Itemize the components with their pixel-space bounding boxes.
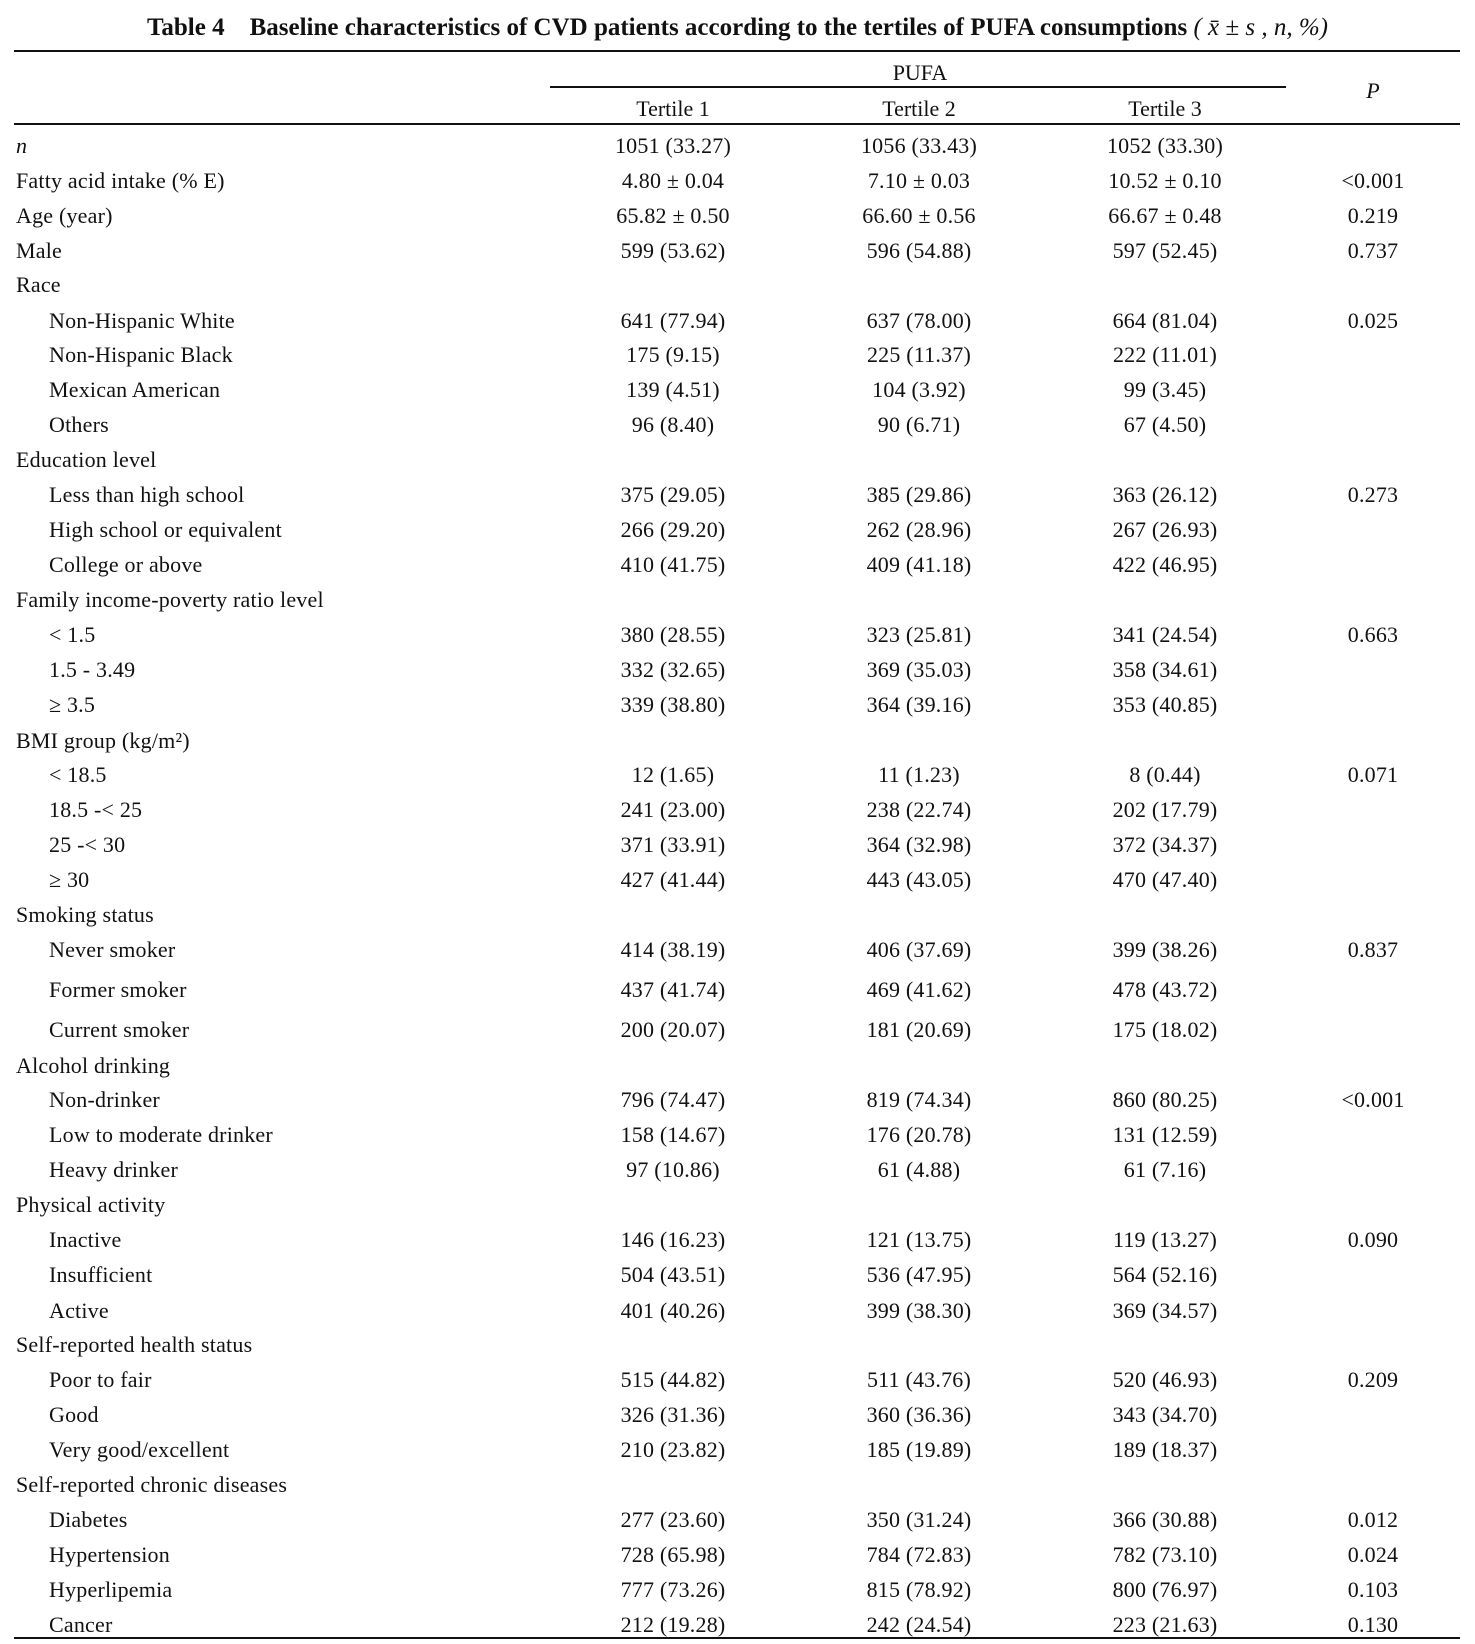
row-label: Mexican American (49, 377, 221, 402)
tertile-2-value: 66.60 ± 0.56 (862, 203, 976, 228)
table-row (0, 131, 1475, 165)
table-row (0, 270, 1475, 304)
table-row (0, 975, 1475, 1009)
row-label: Physical activity (16, 1192, 166, 1217)
table-row (0, 726, 1475, 760)
tertile-1-value: 96 (8.40) (631, 412, 715, 437)
tertile-1-value: 97 (10.86) (626, 1157, 720, 1182)
tertile-2-value: 181 (20.69) (866, 1017, 972, 1042)
tertile-3-value: 175 (18.02) (1112, 1017, 1218, 1042)
tertile-1-value: 410 (41.75) (620, 552, 726, 577)
tertile-3-value: 131 (12.59) (1112, 1122, 1218, 1147)
table-row (0, 830, 1475, 864)
p-value: 0.273 (1347, 482, 1399, 507)
table-row (0, 1051, 1475, 1085)
tertile-3-value: 341 (24.54) (1112, 622, 1218, 647)
tertile-1-value: 339 (38.80) (620, 692, 726, 717)
p-value: <0.001 (1341, 168, 1405, 193)
table-row (0, 1015, 1475, 1049)
tertile-1-value: 139 (4.51) (626, 377, 720, 402)
tertile-3-value: 10.52 ± 0.10 (1108, 168, 1222, 193)
tertile-1-value: 796 (74.47) (620, 1087, 726, 1112)
table-row (0, 375, 1475, 409)
tertile-3-value: 222 (11.01) (1112, 342, 1218, 367)
p-value: 0.025 (1347, 308, 1399, 333)
tertile-1-value: 4.80 ± 0.04 (621, 168, 725, 193)
tertile-2-value: 360 (36.36) (866, 1402, 972, 1427)
row-label: Good (49, 1402, 99, 1427)
table-row (0, 166, 1475, 200)
row-label: Heavy drinker (49, 1157, 179, 1182)
tertile-3-value: 358 (34.61) (1112, 657, 1218, 682)
p-value: 0.012 (1347, 1507, 1399, 1532)
table-row (0, 1260, 1475, 1294)
tertile-3-value: 223 (21.63) (1112, 1612, 1218, 1637)
tertile-1-value: 1051 (33.27) (614, 133, 732, 158)
bottom-rule (14, 1637, 1460, 1639)
table-row (0, 236, 1475, 270)
table-row (0, 410, 1475, 444)
table-row (0, 550, 1475, 584)
tertile-3-value: 363 (26.12) (1112, 482, 1218, 507)
tertile-3-value: 782 (73.10) (1112, 1542, 1218, 1567)
tertile-3-value: 478 (43.72) (1112, 977, 1218, 1002)
row-label: Male (16, 238, 63, 263)
table-row (0, 1155, 1475, 1189)
tertile-1-value: 728 (65.98) (620, 1542, 726, 1567)
tertile-2-value: 819 (74.34) (866, 1087, 972, 1112)
tertile-1-value: 175 (9.15) (626, 342, 720, 367)
tertile-2-value: 385 (29.86) (866, 482, 972, 507)
tertile-2-value: 121 (13.75) (866, 1227, 972, 1252)
table-row (0, 1470, 1475, 1504)
row-label: Self-reported health status (16, 1332, 253, 1357)
tertile-2-value: 225 (11.37) (866, 342, 972, 367)
tertile-1-value: 12 (1.65) (631, 762, 715, 787)
caption-symbols: ( x̄ ± s , n, %) (1193, 14, 1328, 41)
table-row (0, 935, 1475, 969)
tertile-1-value: 212 (19.28) (620, 1612, 726, 1637)
tertile-3-value: 61 (7.16) (1123, 1157, 1207, 1182)
tertile-2-value: 1056 (33.43) (860, 133, 978, 158)
tertile-2-value: 399 (38.30) (866, 1298, 972, 1323)
p-value: <0.001 (1341, 1087, 1405, 1112)
tertile-3-value: 422 (46.95) (1112, 552, 1218, 577)
row-label: Current smoker (49, 1017, 190, 1042)
table-row (0, 585, 1475, 619)
tertile-1-value: 146 (16.23) (620, 1227, 726, 1252)
tertile-2-value: 61 (4.88) (877, 1157, 961, 1182)
tertile-1-value: 375 (29.05) (620, 482, 726, 507)
row-label: High school or equivalent (49, 517, 282, 542)
tertile-3-value: 119 (13.27) (1112, 1227, 1218, 1252)
table-row (0, 201, 1475, 235)
header-group-pufa: PUFA (892, 60, 948, 85)
tertile-1-value: 401 (40.26) (620, 1298, 726, 1323)
tertile-3-value: 564 (52.16) (1112, 1262, 1218, 1287)
row-label: Smoking status (16, 902, 154, 927)
tertile-2-value: 536 (47.95) (866, 1262, 972, 1287)
tertile-1-value: 515 (44.82) (620, 1367, 726, 1392)
row-label: ≥ 30 (49, 867, 90, 892)
tertile-1-value: 277 (23.60) (620, 1507, 726, 1532)
tertile-3-value: 470 (47.40) (1112, 867, 1218, 892)
tertile-1-value: 777 (73.26) (620, 1577, 726, 1602)
tertile-2-value: 7.10 ± 0.03 (867, 168, 971, 193)
row-label: n (16, 133, 28, 158)
tertile-2-value: 369 (35.03) (866, 657, 972, 682)
row-label: College or above (49, 552, 203, 577)
table-title: Baseline characteristics of CVD patients according to the tertiles of PUFA consumptions (249, 14, 1188, 41)
header-tertile-3: Tertile 3 (1128, 96, 1202, 121)
tertile-3-value: 66.67 ± 0.48 (1108, 203, 1222, 228)
table-row (0, 515, 1475, 549)
p-value: 0.024 (1347, 1542, 1399, 1567)
tertile-2-value: 596 (54.88) (866, 238, 972, 263)
tertile-3-value: 520 (46.93) (1112, 1367, 1218, 1392)
row-label: 25 -< 30 (49, 832, 126, 857)
row-label: Cancer (49, 1612, 113, 1637)
row-label: Hyperlipemia (49, 1577, 173, 1602)
table-label: Table 4 (147, 14, 225, 41)
tertile-2-value: 815 (78.92) (866, 1577, 972, 1602)
row-label: Former smoker (49, 977, 187, 1002)
tertile-2-value: 176 (20.78) (866, 1122, 972, 1147)
row-label: < 18.5 (49, 762, 107, 787)
tertile-2-value: 511 (43.76) (866, 1367, 972, 1392)
tertile-3-value: 99 (3.45) (1123, 377, 1207, 402)
row-label: Non-drinker (49, 1087, 160, 1112)
tertile-3-value: 1052 (33.30) (1106, 133, 1224, 158)
table-row (0, 620, 1475, 654)
tertile-1-value: 200 (20.07) (620, 1017, 726, 1042)
tertile-1-value: 326 (31.36) (620, 1402, 726, 1427)
tertile-2-value: 238 (22.74) (866, 797, 972, 822)
table-row (0, 865, 1475, 899)
tertile-3-value: 343 (34.70) (1112, 1402, 1218, 1427)
table-row (0, 795, 1475, 829)
row-label: Alcohol drinking (16, 1053, 171, 1078)
p-value: 0.103 (1347, 1577, 1399, 1602)
tertile-1-value: 65.82 ± 0.50 (616, 203, 730, 228)
row-label: Never smoker (49, 937, 176, 962)
tertile-1-value: 241 (23.00) (620, 797, 726, 822)
tertile-2-value: 784 (72.83) (866, 1542, 972, 1567)
tertile-1-value: 266 (29.20) (620, 517, 726, 542)
header-rule (14, 123, 1460, 125)
tertile-3-value: 399 (38.26) (1112, 937, 1218, 962)
table-row (0, 690, 1475, 724)
p-value: 0.130 (1347, 1612, 1399, 1637)
table-row (0, 1435, 1475, 1469)
row-label: Poor to fair (49, 1367, 152, 1392)
header-p: P (1366, 78, 1380, 103)
tertile-1-value: 380 (28.55) (620, 622, 726, 647)
header-tertile-2: Tertile 2 (882, 96, 956, 121)
p-value: 0.663 (1347, 622, 1399, 647)
row-label: ≥ 3.5 (49, 692, 96, 717)
table-row (0, 1296, 1475, 1330)
tertile-2-value: 443 (43.05) (866, 867, 972, 892)
row-label: Active (49, 1298, 109, 1323)
table-row (0, 340, 1475, 374)
tertile-3-value: 372 (34.37) (1112, 832, 1218, 857)
tertile-1-value: 437 (41.74) (620, 977, 726, 1002)
tertile-3-value: 860 (80.25) (1112, 1087, 1218, 1112)
tertile-1-value: 332 (32.65) (620, 657, 726, 682)
header-tertile-1: Tertile 1 (636, 96, 710, 121)
row-label: Very good/excellent (49, 1437, 230, 1462)
row-label: Inactive (49, 1227, 122, 1252)
tertile-1-value: 210 (23.82) (620, 1437, 726, 1462)
p-value: 0.219 (1347, 203, 1399, 228)
tertile-3-value: 366 (30.88) (1112, 1507, 1218, 1532)
row-label: Self-reported chronic diseases (16, 1472, 288, 1497)
table-row (0, 1540, 1475, 1574)
row-label: Others (49, 412, 109, 437)
row-label: Insufficient (49, 1262, 153, 1287)
row-label: Age (year) (16, 203, 113, 228)
tertile-1-value: 371 (33.91) (620, 832, 726, 857)
tertile-2-value: 323 (25.81) (866, 622, 972, 647)
table-row (0, 900, 1475, 934)
table-row (0, 1330, 1475, 1364)
tertile-3-value: 189 (18.37) (1112, 1437, 1218, 1462)
tertile-2-value: 469 (41.62) (866, 977, 972, 1002)
tertile-2-value: 185 (19.89) (866, 1437, 972, 1462)
tertile-2-value: 104 (3.92) (872, 377, 966, 402)
row-label: Diabetes (49, 1507, 128, 1532)
tertile-1-value: 414 (38.19) (620, 937, 726, 962)
table-row (0, 1365, 1475, 1399)
top-rule (14, 50, 1460, 52)
tertile-2-value: 350 (31.24) (866, 1507, 972, 1532)
table-row (0, 306, 1475, 340)
table-row (0, 1225, 1475, 1259)
table-row (0, 1085, 1475, 1119)
p-value: 0.837 (1347, 937, 1399, 962)
tertile-3-value: 8 (0.44) (1129, 762, 1201, 787)
tertile-1-value: 427 (41.44) (620, 867, 726, 892)
table-row (0, 1505, 1475, 1539)
table-row (0, 480, 1475, 514)
table-caption (0, 14, 1475, 42)
row-label: 18.5 -< 25 (49, 797, 143, 822)
row-label: Race (16, 272, 61, 297)
group-rule (550, 86, 1286, 88)
tertile-3-value: 800 (76.97) (1112, 1577, 1218, 1602)
table-row (0, 1190, 1475, 1224)
tertile-3-value: 369 (34.57) (1112, 1298, 1218, 1323)
tertile-1-value: 641 (77.94) (620, 308, 726, 333)
row-label: BMI group (kg/m²) (16, 728, 190, 753)
table-row (0, 1610, 1475, 1644)
row-label: Education level (16, 447, 157, 472)
tertile-2-value: 409 (41.18) (866, 552, 972, 577)
tertile-2-value: 364 (39.16) (866, 692, 972, 717)
table-row (0, 445, 1475, 479)
p-value: 0.071 (1347, 762, 1399, 787)
p-value: 0.209 (1347, 1367, 1399, 1392)
tertile-1-value: 158 (14.67) (620, 1122, 726, 1147)
tertile-2-value: 242 (24.54) (866, 1612, 972, 1637)
table-row (0, 1120, 1475, 1154)
tertile-2-value: 637 (78.00) (866, 308, 972, 333)
tertile-1-value: 599 (53.62) (620, 238, 726, 263)
tertile-2-value: 11 (1.23) (878, 762, 960, 787)
row-label: Fatty acid intake (% E) (16, 168, 225, 193)
table-row (0, 1400, 1475, 1434)
row-label: 1.5 - 3.49 (49, 657, 136, 682)
tertile-2-value: 90 (6.71) (877, 412, 961, 437)
row-label: Less than high school (49, 482, 245, 507)
row-label: Non-Hispanic Black (49, 342, 233, 367)
table-row (0, 760, 1475, 794)
p-value: 0.737 (1347, 238, 1399, 263)
row-label: Family income-poverty ratio level (16, 587, 324, 612)
tertile-3-value: 202 (17.79) (1112, 797, 1218, 822)
row-label: Low to moderate drinker (49, 1122, 273, 1147)
tertile-3-value: 353 (40.85) (1112, 692, 1218, 717)
tertile-2-value: 364 (32.98) (866, 832, 972, 857)
table-row (0, 1575, 1475, 1609)
table-row (0, 655, 1475, 689)
tertile-3-value: 67 (4.50) (1123, 412, 1207, 437)
tertile-1-value: 504 (43.51) (620, 1262, 726, 1287)
tertile-2-value: 406 (37.69) (866, 937, 972, 962)
tertile-3-value: 267 (26.93) (1112, 517, 1218, 542)
tertile-3-value: 597 (52.45) (1112, 238, 1218, 263)
tertile-2-value: 262 (28.96) (866, 517, 972, 542)
row-label: Non-Hispanic White (49, 308, 235, 333)
p-value: 0.090 (1347, 1227, 1399, 1252)
row-label: < 1.5 (49, 622, 96, 647)
row-label: Hypertension (49, 1542, 170, 1567)
tertile-3-value: 664 (81.04) (1112, 308, 1218, 333)
